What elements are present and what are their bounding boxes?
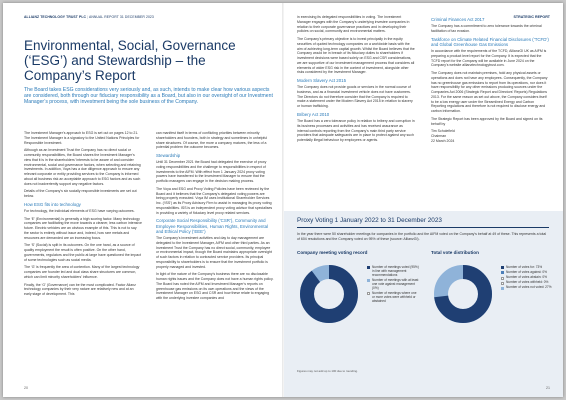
body-paragraph: Until 31 December 2021 the Board had delegated the exercise of proxy voting responsibilities and the challenge to responsibilities in respect of investments to the AIFM. With effect from 1 January 2024 proxy voting powers have transferred to the Investment Manager to ensure that the portfolio managers can engage in the decision making process.: [156, 160, 267, 184]
text-column-3: [297, 15, 415, 207]
body-paragraph: The Board has a zero tolerance policy in relation to bribery and corruption in its business processes and activities and has received assurance as internal controls reporting from the Company’s main third party service providers that adequate safeguards are in place to protect against any such potentially illegal behaviour by employees or agents.: [297, 119, 415, 143]
legend-label: Number of votes abstain: 0%: [506, 275, 547, 280]
body-paragraph: The ‘E’ (Environmental) is generally a high scoring factor. Many technology companies are facilitating the move towards a cleaner, less carbon intensive future. Electric vehicles are an obvious example of this. This is not to say the sector is entirely without issue and, indeed, how rare metals and resources are demanded are an increasing focus.: [24, 216, 142, 240]
body-paragraph: The Company’s investment activities and day to day management are delegated to the Investment Manager, AIFM and other third parties. As an Investment Trust the Company has no direct social, community, employee or environmental impact, though the Board maintains appropriate oversight of such factors in relation to contracted service providers. Its principal responsibility to shareholders is to ensure that the investment portfolio is properly managed and invested.: [156, 236, 272, 269]
meeting-footnote: Figures may not add up to 100 due to rounding.: [297, 369, 358, 373]
header-report: ANNUAL REPORT 31 DECEMBER 2023: [88, 15, 154, 19]
body-paragraph: The ‘G’ is frequently the area of contention. Many of the largest technology companies are founder led and dual class share structures are common, which can limit minority shareholders’ influence.: [24, 265, 140, 279]
intro-paragraph: The Board takes ESG considerations very seriously and, as such, intends to make clear how various aspects are considered, both through our fiduciary responsibility as a Board, but also in our oversight of our Investment Manager’s process, with investment being the sole business of the Company.: [24, 87, 273, 106]
section-heading: Stewardship: [156, 153, 181, 158]
legend-swatch: [501, 266, 504, 269]
vote-distribution-donut: [431, 262, 495, 326]
legend-label: Number of votes for: 73%: [506, 265, 543, 269]
page-number-right: 21: [546, 386, 550, 390]
legend-item: [367, 266, 419, 278]
section-heading: How ESG fits into technology: [24, 201, 81, 207]
vote-distribution-legend: [501, 266, 553, 291]
legend-swatch: [367, 266, 370, 269]
body-paragraph: Tim Scholefield Chairman 22 March 2024: [431, 129, 455, 143]
legend-label: Number of meetings voted (95%) in line with management recommendations: [372, 265, 419, 277]
body-paragraph: Finally, the ‘G’ (Governance) can be the most complicated. Factor Alianz technology companies by their very nature are relatively new and at an early stage of development. This: [24, 282, 136, 297]
running-header-right: STRATEGIC REPORT: [513, 15, 550, 19]
meeting-record-legend: [367, 266, 419, 305]
meeting-donut-main-segment: [307, 272, 351, 316]
page-fold: [282, 3, 284, 397]
body-paragraph: In accordance with the requirements of the TCFD, AllianzGI UK as AIFM is preparing a product level report for the Company. It is expected that the TCFD report for the Company will be available in June 2024 on the Company’s website allianztechnologytrust.com.: [431, 49, 547, 68]
legend-swatch: [501, 277, 504, 280]
meeting-record-donut: [297, 262, 361, 326]
legend-swatch: [501, 282, 504, 285]
legend-swatch: [367, 279, 370, 282]
legend-label: Number of meetings where one or more votes were withheld or abstained: [372, 290, 417, 303]
report-spread: [3, 3, 563, 397]
legend-swatch: [501, 271, 504, 274]
section-heading: Taskforce on Climate Related Financial Disclosures (‘TCFD’) and Global Greenhouse Gas Emissions: [431, 36, 549, 47]
text-column-2: [156, 131, 274, 381]
section-heading: Modern Slavery Act 2015: [297, 78, 347, 83]
body-paragraph: The Company does not maintain premises, hold any physical assets or operations and does not have any employees. Consequently, the Company has no greenhouse gas emissions to report from its operations, nor does it have responsibility for any other emissions producing sources under the Companies Act 2006 (Strategic Report and Directors’ Reports) Regulations 2013. For the same reason as set out above, the Company considers itself to be a low energy user under the Streamlined Energy and Carbon Reporting regulations and therefore is not required to disclose energy and carbon information.: [431, 71, 548, 114]
body-paragraph: The ‘S’ (Social) is split in its outcomes. On the one hand, as a source of quality employment the result is often positive. On the other hand, governments, regulators and the public at large have questioned the impact of some technologies such as social media.: [24, 243, 141, 262]
legend-item: [367, 292, 419, 304]
text-column-4: [431, 15, 549, 207]
legend-label: Number of votes withheld: 0%: [506, 280, 549, 285]
legend-swatch: [501, 287, 504, 290]
proxy-voting-text: In the year there were 50 shareholder meetings for companies in the portfolio and the AIFM voted on the Company’s behalf at 49 of these. This represents a total of 604 resolutions and the Company voted on 95% of these (source: AllianzGI).: [297, 232, 547, 241]
legend-item: [367, 279, 419, 291]
legend-label: Number of meetings with at least one vote against management (0%): [372, 277, 419, 290]
body-paragraph: in exercising its delegated responsibilities in voting. The Investment Manager engages with the Company’s underlying investee companies in relation to their corporate governance practices and in developing their policies on social, community and environmental matters.: [297, 15, 410, 34]
legend-label: Number of votes not voted: 27%: [506, 285, 552, 290]
body-paragraph: can manifest itself in terms of conflicting priorities between minority shareholders and founders, both in strategy and sometimes in unhelpful share structures. Of course, the more a company matures, the less of a potential problem the outcome becomes.: [156, 131, 268, 150]
body-paragraph: The Voya and ESG and Proxy Voting Policies have been reviewed by the Board and it believes that the Company’s delegated voting powers are being properly executed. Voya IM uses Institutional Shareholder Services Inc. (‘ISS’) as its Proxy Advisory Firm to assist in managing its proxy voting responsibilities. ISS is an independent proxy voting advisor that specialises in providing a variety of fiduciary level proxy related services.: [156, 186, 273, 215]
proxy-divider: [297, 227, 549, 228]
body-paragraph: The Strategic Report has been approved by the Board and signed on its behalf by: [431, 116, 543, 126]
page-number-left: 20: [24, 386, 28, 390]
proxy-voting-title: Proxy Voting 1 January 2022 to 31 December 2023: [297, 217, 442, 224]
legend-swatch: [367, 292, 370, 295]
body-paragraph: The Company’s primary objective is to invest principally in the equity securities of quoted technology companies on a worldwide basis with the aim of achieving long-term capital growth. Whilst the Board believes that the Company would be in breach of its fiduciary duties to shareholders if investment decisions were based solely on ESG and CSR considerations, we are supportive of our investment management process that considers all elements of wider ESG risk in the context of investment, alongside other risks considered by the Investment Manager.: [297, 37, 415, 75]
page-title: Environmental, Social, Governance (‘ESG’) and Stewardship – the Company’s Report: [24, 38, 236, 83]
body-paragraph: For technology, the individual elements of ESG have varying outcomes.: [24, 208, 135, 213]
left-page: [3, 3, 283, 397]
section-heading: Criminal Finances Act 2017: [431, 17, 485, 22]
body-paragraph: In light of the nature of the Company’s business there are no disclosable human rights issues and the Company does not have a human rights policy. The Board has noted the AIFM and Investment Manager’s reports on greenhouse gas emissions on its own operations and the views of the Investment Manager on ESG and CSR and how these relate to engaging with the underlying investee companies and: [156, 272, 274, 301]
legend-item: [501, 286, 553, 290]
body-paragraph: The Company has a commitment to zero tolerance towards the criminal facilitation of tax evasion.: [431, 24, 542, 33]
section-heading: Corporate Social Responsibility (‘CSR’), Community and Employee Responsibilities, Human Rights, Environmental and Ethical Policy (‘EEE’): [156, 218, 269, 234]
body-paragraph: The Company does not provide goods or services in the normal course of business, and as a financial investment vehicle does not have customers. The Directors do not therefore consider that the Company is required to make a statement under the Modern Slavery Act 2015 in relation to slavery or human trafficking.: [297, 85, 413, 109]
running-header-left: ALLIANZ TECHNOLOGY TRUST PLC | ANNUAL REPORT 31 DECEMBER 2023: [24, 15, 154, 19]
text-column-1: [24, 131, 142, 381]
header-brand: ALLIANZ TECHNOLOGY TRUST PLC: [24, 15, 87, 19]
body-paragraph: Although as an Investment Trust the Company has no direct social or community responsibilities, the Board shares the Investment Manager’s view that it is in the shareholders’ interests to be aware of and consider environmental, social and governance factors, when selecting and retaining investments. In addition, Voya has a due diligence approach to ensure any relevant corporate or entity providing services to the Company is informed about all business risk an acceptable approach to ESG factors and as such does not inadvertently support any negative factors.: [24, 148, 141, 186]
legend-label: Number of votes against: 0%: [506, 270, 547, 275]
section-heading: Bribery Act 2010: [297, 111, 330, 117]
meeting-record-title: Company meeting voting record: [297, 250, 368, 255]
vote-distribution-title: Total vote distribution: [431, 250, 479, 255]
body-paragraph: Details of the Company’s six socially responsible investments are set out below.: [24, 189, 137, 198]
right-page: [283, 3, 563, 397]
body-paragraph: The Investment Manager’s approach to ESG is set out on pages 12 to 21. The Investment Manager is a signatory to the United Nations Principles for Responsible Investment.: [24, 131, 140, 145]
